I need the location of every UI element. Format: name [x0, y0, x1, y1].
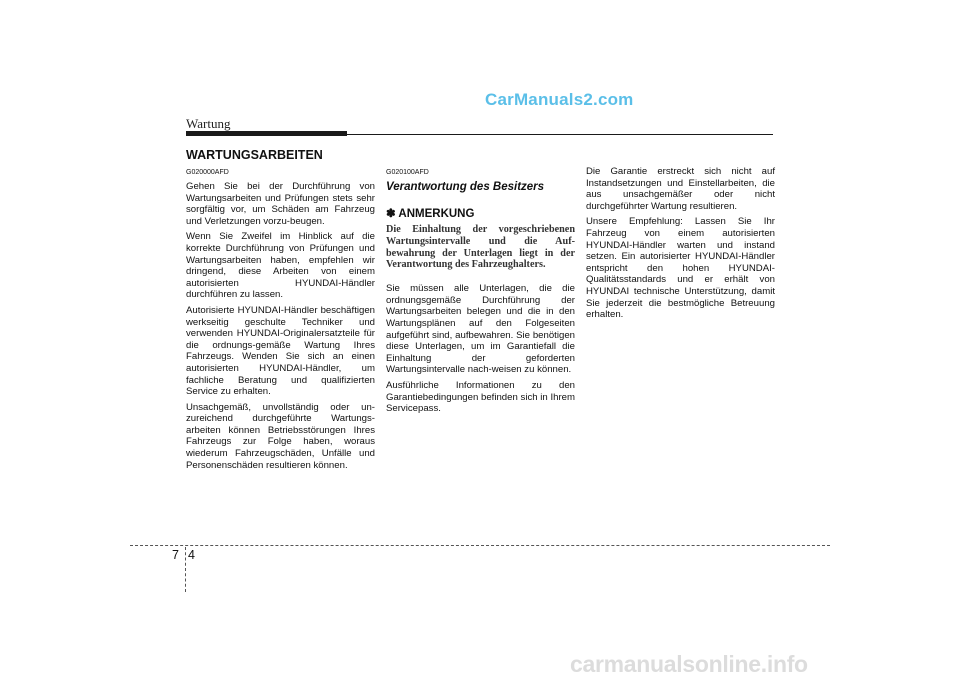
- paragraph: Die Garantie erstreckt sich nicht auf Instandsetzungen und Einstellarbeiten, die aus unsachgemäßer oder nicht durchgeführter Wartung resultieren.: [586, 166, 775, 212]
- paragraph: Autorisierte HYUNDAI-Händler beschäftigen werkseitig geschulte Techniker und verwenden HYUNDAI-Originalersatzteile für die ordnungs-gemäße Wartung Ihres Fahrzeugs. Wenden Sie sich an einen autorisierten HYUNDAI-Händler, um fachliche Beratung und qualifizierten Service zu erhalten.: [186, 304, 375, 398]
- page-number: 4: [188, 548, 195, 562]
- watermark-logo-top: CarManuals2.com: [485, 90, 634, 109]
- header-rule-thick: [186, 131, 347, 136]
- note-text: Die Einhaltung der vorgeschriebenen Wartungsintervalle und die Auf-bewahrung der Unterlagen liegt in der Verantwortung des Fahrzeughalters.: [386, 224, 575, 271]
- footer-dashed-divider: [185, 547, 186, 592]
- paragraph: Ausführliche Informationen zu den Garantiebedingungen befinden sich in Ihrem Servicepass.: [386, 379, 575, 415]
- section-title: WARTUNGSARBEITEN: [186, 148, 323, 162]
- left-column: [186, 168, 375, 475]
- right-column: [586, 166, 775, 325]
- paragraph: Gehen Sie bei der Durchführung von Wartungsarbeiten und Prüfungen stets sehr sorgfältig vor, um Schäden am Fahrzeug und Verletzungen vorzu-beugen.: [186, 181, 375, 227]
- page-chapter: 7: [172, 548, 179, 562]
- paragraph: Sie müssen alle Unterlagen, die die ordnungsgemäße Durchführung der Wartungsarbeiten belegen und die in den Wartungsplänen auf den Folgeseiten aufgeführt sind, aufbewahren. Sie benötigen diese Unterlagen, um im Garantiefall die Einhaltung der geforderten Wartungsintervalle nach-weisen zu können.: [386, 283, 575, 376]
- footer-dashed-rule: [130, 545, 830, 546]
- section-code: G020000AFD: [186, 169, 229, 176]
- header-title: Wartung: [186, 116, 231, 131]
- subsection-heading: Verantwortung des Besitzers: [386, 181, 545, 193]
- section-code: G020100AFD: [386, 169, 429, 176]
- paragraph: Unsachgemäß, unvollständig oder un-zureichend durchgeführte Wartungs-arbeiten können Betriebsstörungen Ihres Fahrzeugs zur Folge haben, woraus wiederum Fahrzeugschäden, Unfälle und Personenschäden resultieren können.: [186, 401, 375, 471]
- watermark-bottom: carmanualsonline.info: [570, 651, 808, 677]
- paragraph: Unsere Empfehlung: Lassen Sie Ihr Fahrzeug von einem autorisierten HYUNDAI-Händler warten und instand setzen. Ein autorisierter HYUNDAI-Händler entspricht den hohen HYUNDAI-Qualitätsstandards und er erhält von HYUNDAI technische Unterstützung, damit Sie jederzeit die bestmögliche Betreuung erhalten.: [586, 216, 775, 321]
- paragraph: Wenn Sie Zweifel im Hinblick auf die korrekte Durchführung von Prüfungen und Wartungsarbeiten haben, empfehlen wir dringend, diese Arbeiten von einem autorisierten HYUNDAI-Händler durchführen zu lassen.: [186, 231, 375, 301]
- middle-column: [386, 168, 575, 419]
- header-rule-thin: [347, 134, 773, 135]
- note-heading: ✽ ANMERKUNG: [386, 208, 475, 220]
